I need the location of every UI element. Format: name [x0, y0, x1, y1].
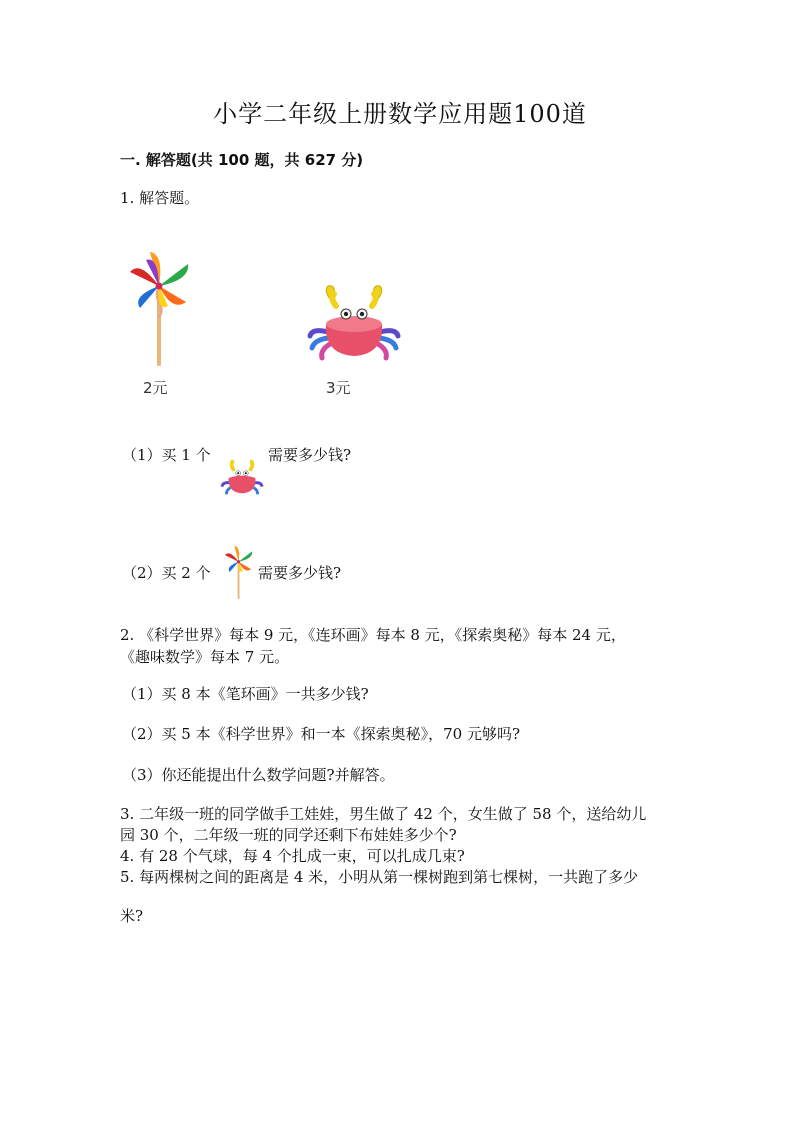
q1-sub1-prefix: （1）买 1 个: [122, 446, 211, 464]
pinwheel-price: 2元: [143, 379, 168, 397]
page-title: 小学二年级上册数学应用题100道: [213, 100, 587, 128]
crab-price: 3元: [326, 379, 351, 397]
crab-icon: [306, 284, 402, 364]
q5-line1: 5. 每两棵树之间的距离是 4 米，小明从第一棵树跑到第七棵树，一共跑了多少: [120, 868, 639, 886]
q5-line2: 米?: [120, 907, 144, 925]
q3-line1: 3. 二年级一班的同学做手工娃娃，男生做了 42 个，女生做了 58 个，送给幼儿: [120, 805, 647, 823]
crab-icon: [219, 458, 265, 498]
pinwheel-icon: [128, 246, 192, 370]
q2-line1: 2. 《科学世界》每本 9 元，《连环画》每本 8 元，《探索奥秘》每本 24 元，: [120, 626, 626, 644]
q1-sub2-suffix: 需要多少钱?: [258, 564, 342, 582]
q2-sub3: （3）你还能提出什么数学问题?并解答。: [122, 766, 395, 784]
pinwheel-icon: [224, 543, 254, 601]
q1-sub1-suffix: 需要多少钱?: [268, 446, 352, 464]
section-heading: 一. 解答题(共 100 题，共 627 分): [120, 151, 364, 169]
q4-line1: 4. 有 28 个气球，每 4 个扎成一束，可以扎成几束?: [120, 847, 465, 865]
q2-line2: 《趣味数学》每本 7 元。: [120, 648, 290, 666]
q3-line2: 园 30 个，二年级一班的同学还剩下布娃娃多少个?: [120, 826, 457, 844]
q1-sub2-prefix: （2）买 2 个: [122, 564, 211, 582]
q2-sub2: （2）买 5 本《科学世界》和一本《探索奥秘》，70 元够吗?: [122, 725, 521, 743]
q2-sub1: （1）买 8 本《笔环画》一共多少钱?: [122, 685, 369, 703]
q1-stem: 1. 解答题。: [120, 189, 200, 207]
